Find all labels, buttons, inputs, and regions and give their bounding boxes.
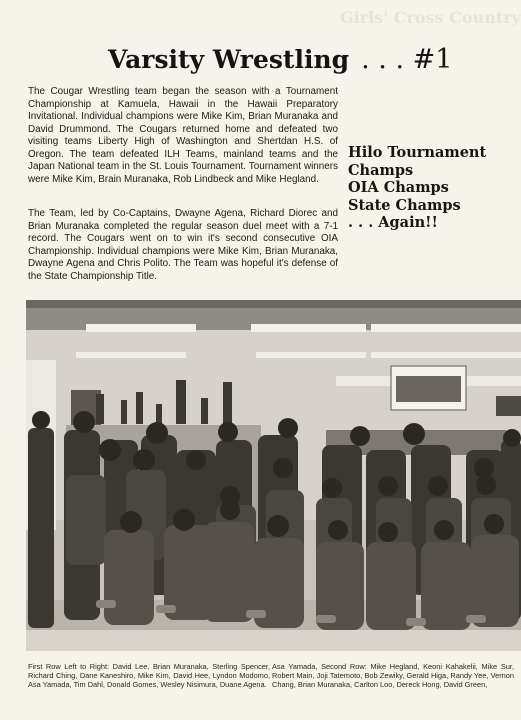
caption-left: First Row Left to Right: David Lee, Brian Muranaka, Sterling Spencer, Richard Ching, Dane Kaneshiro, Mike Kim, David Hee, Lyndon Modomo, Asa Yamada, Tim Dahl, Donald Gomes, Wesley Nisimura, Duane Agena. — [28, 662, 270, 690]
champions-callout — [348, 144, 513, 232]
callout-line-5: . . . Again!! — [348, 214, 438, 231]
team-photo — [26, 300, 521, 651]
body-paragraph-2: The Team, led by Co-Captains, Dwayne Agena, Richard Diorec and Brian Muranaka completed the regular season duel meet with a 7-1 record. The Cougars went on to win it's second consecutive OIA Championship. Individual champions were Mike Kim, Brian Muranaka, Dwayne Agena and Chris Polito. The Team was hopeful it's defense of the State Championship Title. — [28, 208, 338, 282]
caption-right: Asa Yamada, Second Row: Mike Hegland, Keoni Kahakelii, Mike Sur, Robert Main, Joji Tatemoto, Bob Zewiky, Gerald Higa, Randy Yee, Vernon Chang, Brian Muranaka, Carlton Loo, Dereck Hong, David Green, — [272, 662, 514, 690]
callout-line-2: Champs — [348, 161, 414, 179]
team-photo-illustration — [26, 300, 521, 651]
bleed-through-text: Girls' Cross Country — [340, 8, 521, 27]
title-text: Varsity Wrestling — [108, 45, 350, 74]
body-paragraph-1: The Cougar Wrestling team began the season with a Tournament Championship at Kamuela, Hawaii in the Hawaii Preparatory Invitational. Individual champions were Mike Kim, Brian Muranaka and David Drummond. The Cougars returned home and defeated two visiting teams Liberty High of Washington and Shertdan H.S. of Oregon. The team defeated ILH Teams, mainland teams and the Japan National team in the St. Louis Tournament. Tournament winners were Mike Kim, Brain Muranaka, Rob Lindbeck and Mike Hegland. — [28, 86, 338, 185]
title-suffix: . . . #1 — [361, 44, 453, 75]
callout-line-1: Hilo Tournament — [348, 144, 487, 161]
page-title — [108, 44, 508, 75]
callout-line-4: State Champs — [348, 196, 461, 214]
callout-line-3: OIA Champs — [348, 179, 449, 196]
